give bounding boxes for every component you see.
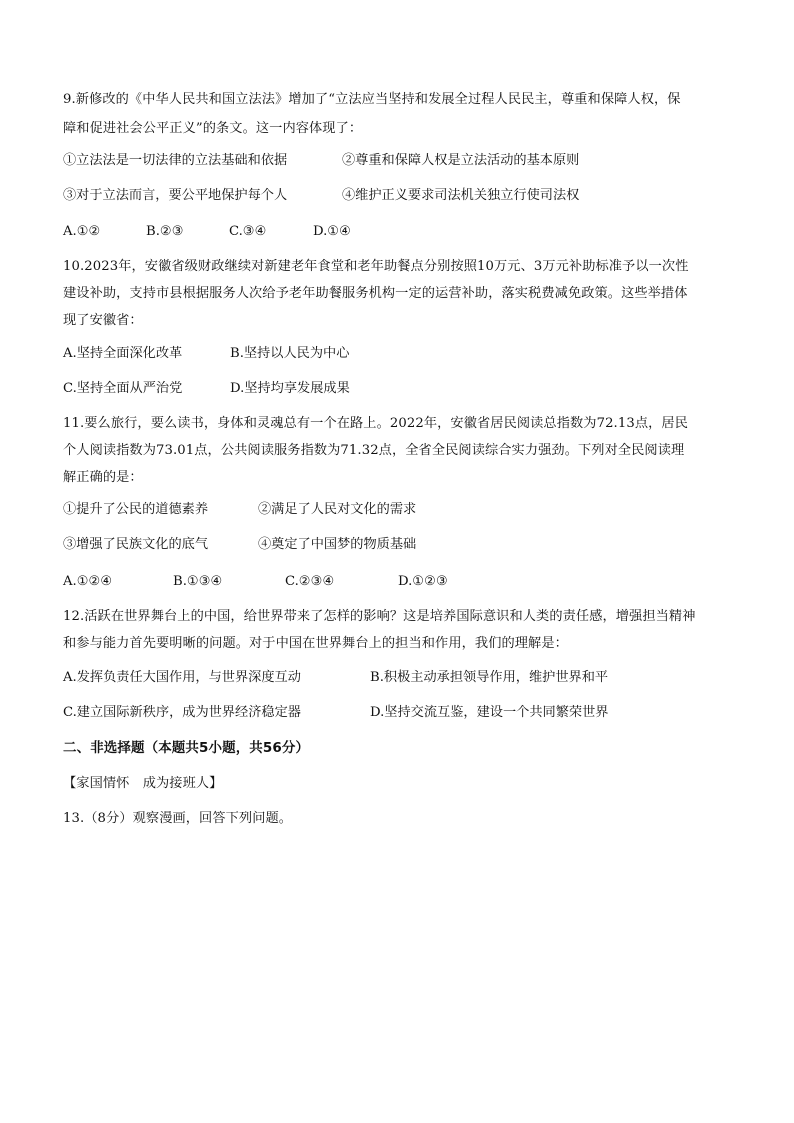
q11-stem-line-1: 11.要么旅行，要么读书，身体和灵魂总有一个在路上。2022年，安徽省居民阅读总指数为72.13点，居民 bbox=[63, 416, 688, 431]
q10-option-b: B.坚持以人民为中心 bbox=[230, 346, 350, 361]
q9-statement-2: ②尊重和保障人权是立法活动的基本原则 bbox=[342, 153, 580, 168]
q12-stem-line-2: 和参与能力首先要明晰的问题。对于中国在世界舞台上的担当和作用，我们的理解是： bbox=[63, 636, 568, 651]
section-2-heading: 二、非选择题（本题共5小题，共56分） bbox=[63, 740, 310, 756]
q11-stem-line-3: 解正确的是： bbox=[63, 470, 143, 485]
q9-statement-1: ①立法法是一切法律的立法基础和依据 bbox=[63, 153, 288, 168]
q9-statement-3: ③对于立法而言，要公平地保护每个人 bbox=[63, 188, 288, 203]
q11-statement-4: ④奠定了中国梦的物质基础 bbox=[258, 537, 417, 552]
q11-stem-line-2: 个人阅读指数为73.01点，公共阅读服务指数为71.32点，全省全民阅读综合实力强劲。下列对全民阅读理 bbox=[63, 443, 685, 458]
q9-statement-4: ④维护正义要求司法机关独立行使司法权 bbox=[342, 188, 580, 203]
q11-option-c: C.②③④ bbox=[285, 574, 335, 589]
q9-option-a: A.①② bbox=[63, 224, 101, 239]
q10-stem-line-1: 10.2023年，安徽省级财政继续对新建老年食堂和老年助餐点分别按照10万元、3万元补助标准予以一次性 bbox=[63, 259, 689, 274]
q11-statement-2: ②满足了人民对文化的需求 bbox=[258, 502, 417, 517]
q12-stem-line-1: 12.活跃在世界舞台上的中国，给世界带来了怎样的影响？这是培养国际意识和人类的责任感，增强担当精神 bbox=[63, 609, 696, 624]
q9-option-b: B.②③ bbox=[146, 224, 184, 239]
section-2-theme: 【家国情怀 成为接班人】 bbox=[63, 776, 223, 791]
q9-stem-line-2: 障和促进社会公平正义”的条文。这一内容体现了： bbox=[63, 121, 363, 136]
q9-option-c: C.③④ bbox=[229, 224, 267, 239]
q12-option-a: A.发挥负责任大国作用，与世界深度互动 bbox=[63, 670, 301, 685]
q10-option-c: C.坚持全面从严治党 bbox=[63, 381, 183, 396]
q10-option-d: D.坚持均享发展成果 bbox=[230, 381, 350, 396]
q12-option-b: B.积极主动承担领导作用，维护世界和平 bbox=[370, 670, 609, 685]
q12-option-c: C.建立国际新秩序，成为世界经济稳定器 bbox=[63, 705, 301, 720]
q11-statement-1: ①提升了公民的道德素养 bbox=[63, 502, 209, 517]
q10-stem-line-3: 现了安徽省： bbox=[63, 313, 143, 328]
q10-option-a: A.坚持全面深化改革 bbox=[63, 346, 183, 361]
q10-stem-line-2: 建设补助，支持市县根据服务人次给予老年助餐服务机构一定的运营补助，落实税费减免政策。这些举措体 bbox=[63, 286, 688, 301]
q11-option-b: B.①③④ bbox=[173, 574, 223, 589]
q12-option-d: D.坚持交流互鉴，建设一个共同繁荣世界 bbox=[370, 705, 609, 720]
q13-stem: 13.（8分）观察漫画，回答下列问题。 bbox=[63, 811, 293, 826]
q11-option-a: A.①②④ bbox=[63, 574, 113, 589]
q9-option-d: D.①④ bbox=[313, 224, 351, 239]
q11-option-d: D.①②③ bbox=[398, 574, 448, 589]
q9-stem-line-1: 9.新修改的《中华人民共和国立法法》增加了“立法应当坚持和发展全过程人民民主，尊重和保障人权，保 bbox=[63, 92, 681, 107]
q11-statement-3: ③增强了民族文化的底气 bbox=[63, 537, 209, 552]
